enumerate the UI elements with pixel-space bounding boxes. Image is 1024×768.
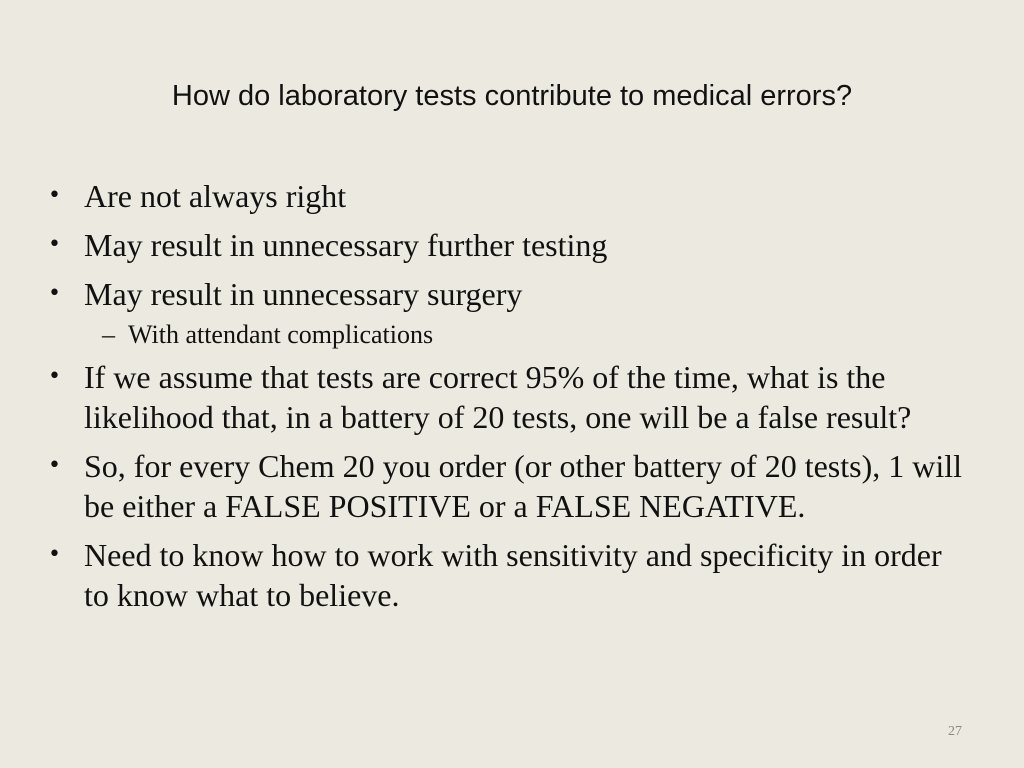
bullet-text: So, for every Chem 20 you order (or other battery of 20 tests), 1 will be either a FALSE POSITIVE or a FALSE NEGATIVE. [84,448,963,524]
bullet-text: May result in unnecessary further testing [84,227,608,263]
bullet-text: Need to know how to work with sensitivity and specificity in order to know what to believe. [84,537,942,613]
sub-bullet-text: With attendant complications [128,320,434,349]
bullet-list [48,176,968,624]
bullet-marker: • [48,281,61,306]
bullet-marker: • [48,232,61,257]
bullet-marker: • [48,183,61,208]
bullet-item [48,274,968,314]
slide-title: How do laboratory tests contribute to medical errors? [171,80,853,112]
bullet-item [48,225,968,265]
bullet-item [48,176,968,216]
sub-bullet-item [48,319,968,351]
bullet-marker: • [48,453,61,478]
bullet-text: If we assume that tests are correct 95% of the time, what is the likelihood that, in a battery of 20 tests, one will be a false result? [84,359,912,435]
page-number: 27 [948,724,962,739]
bullet-text: Are not always right [84,178,347,214]
bullet-marker: • [48,542,61,567]
sub-bullet-marker: – [102,320,115,349]
bullet-item [48,446,968,526]
bullet-marker: • [48,364,61,389]
bullet-item [48,535,968,615]
bullet-item [48,357,968,437]
bullet-text: May result in unnecessary surgery [84,276,523,312]
